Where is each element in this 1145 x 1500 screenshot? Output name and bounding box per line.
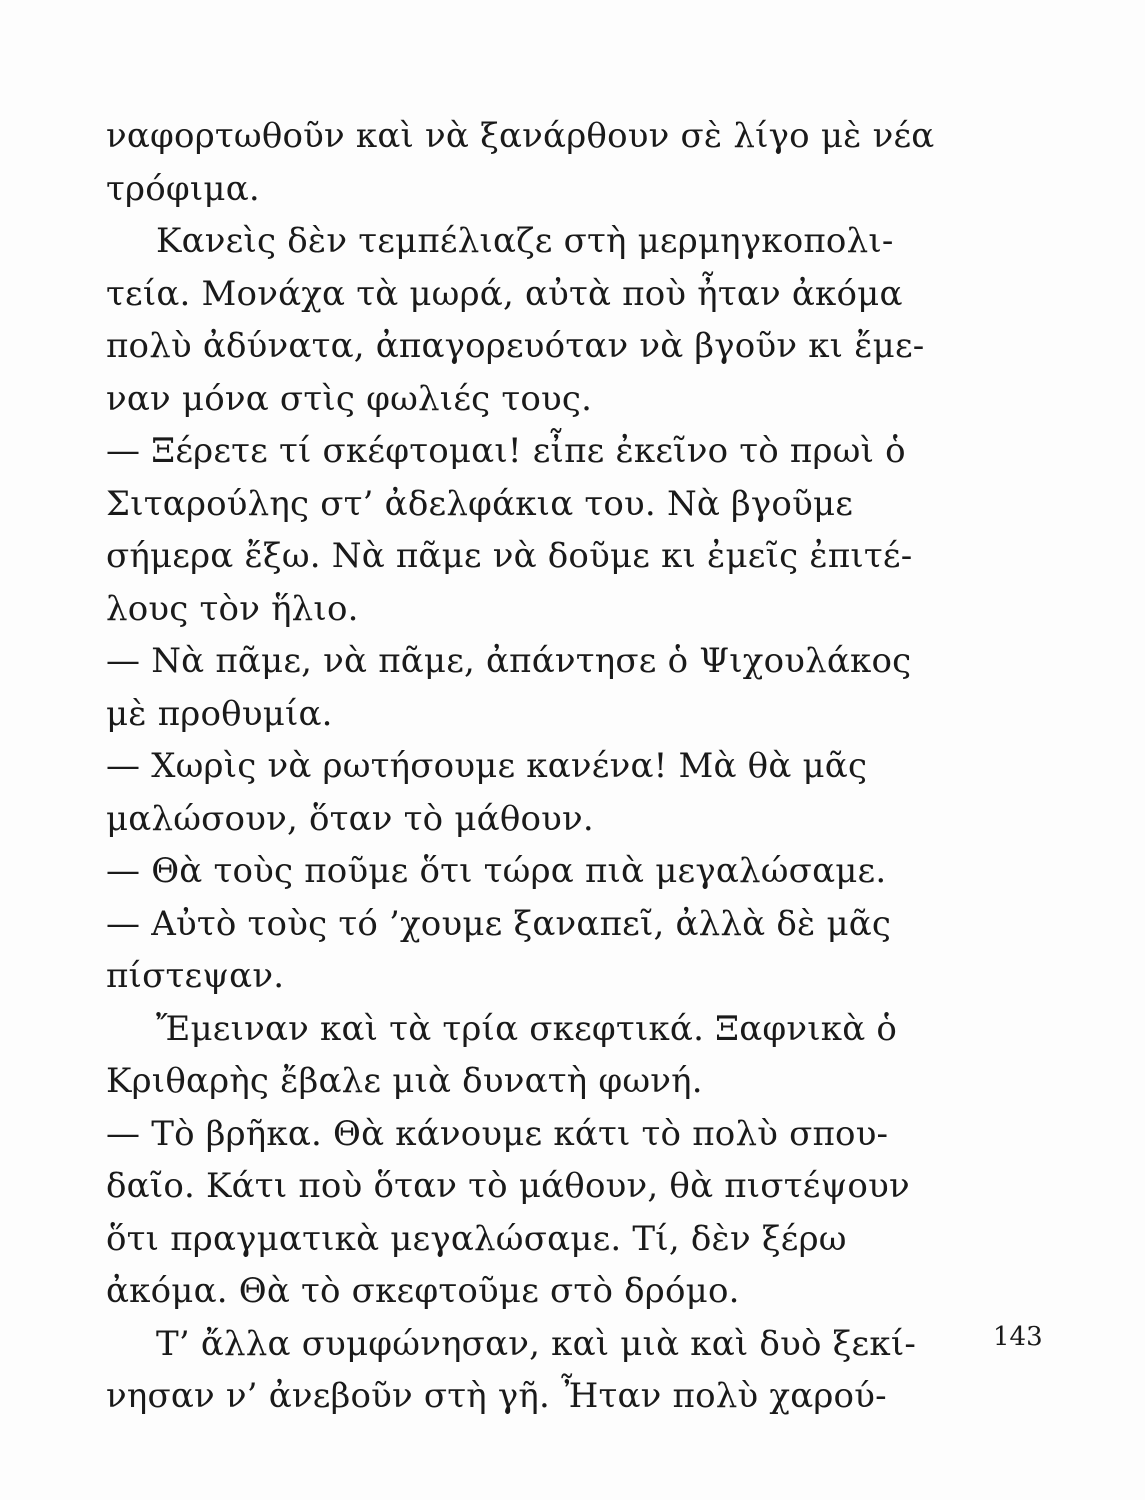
text-line: πίστεψαν. (106, 956, 285, 996)
text-line: — Θὰ τοὺς ποῦμε ὅτι τώρα πιὰ μεγαλώσαμε. (106, 851, 887, 891)
text-line: τεία. Μονάχα τὰ μωρά, αὐτὰ ποὺ ἦταν ἀκόμα (106, 273, 903, 314)
text-line: σήμερα ἔξω. Νὰ πᾶμε νὰ δοῦμε κι ἐμεῖς ἐπιτέ- (106, 536, 913, 576)
text-line: τρόφιμα. (106, 168, 260, 209)
text-line: μαλώσουν, ὅταν τὸ μάθουν. (106, 798, 594, 839)
page-number: 143 (993, 1322, 1043, 1352)
text-line: ναν μόνα στὶς φωλιές τους. (106, 378, 593, 419)
text-line: — Χωρὶς νὰ ρωτήσουμε κανένα! Μὰ θὰ μᾶς (106, 746, 868, 786)
text-line: — Αὐτὸ τοὺς τό ’χουμε ξαναπεῖ, ἀλλὰ δὲ μᾶς (106, 903, 892, 944)
text-line: ἀκόμα. Θὰ τὸ σκεφτοῦμε στὸ δρόμο. (106, 1271, 740, 1311)
text-line: ναφορτωθοῦν καὶ νὰ ξανάρθουν σὲ λίγο μὲ νέα (106, 116, 935, 156)
body-text (106, 110, 935, 1423)
text-line: Σιταρούλης στ’ ἀδελφάκια του. Νὰ βγοῦμε (106, 483, 854, 524)
text-line: μὲ προθυμία. (106, 693, 333, 734)
text-line: δαῖο. Κάτι ποὺ ὅταν τὸ μάθουν, θὰ πιστέψουν (106, 1166, 910, 1206)
text-line: Κανεὶς δὲν τεμπέλιαζε στὴ μερμηγκοπολι- (156, 221, 894, 261)
text-line: Τ’ ἄλλα συμφώνησαν, καὶ μιὰ καὶ δυὸ ξεκί- (156, 1323, 917, 1364)
text-line: λους τὸν ἥλιο. (106, 588, 359, 629)
text-line: — Νὰ πᾶμε, νὰ πᾶμε, ἀπάντησε ὁ Ψιχουλάκος (106, 641, 912, 681)
text-line: πολὺ ἀδύνατα, ἀπαγορευόταν νὰ βγοῦν κι ἔμε- (106, 326, 925, 366)
text-line: ὅτι πραγματικὰ μεγαλώσαμε. Τί, δὲν ξέρω (106, 1218, 847, 1259)
text-line: — Ξέρετε τί σκέφτομαι! εἶπε ἐκεῖνο τὸ πρωὶ ὁ (106, 431, 906, 471)
text-line: νησαν ν’ ἀνεβοῦν στὴ γῆ. Ἦταν πολὺ χαρού- (106, 1376, 887, 1416)
text-line: Κριθαρὴς ἔβαλε μιὰ δυνατὴ φωνή. (106, 1061, 703, 1101)
text-line: — Τὸ βρῆκα. Θὰ κάνουμε κάτι τὸ πολὺ σπου- (106, 1113, 889, 1154)
text-line: Ἔμειναν καὶ τὰ τρία σκεφτικά. Ξαφνικὰ ὁ (156, 1008, 898, 1049)
